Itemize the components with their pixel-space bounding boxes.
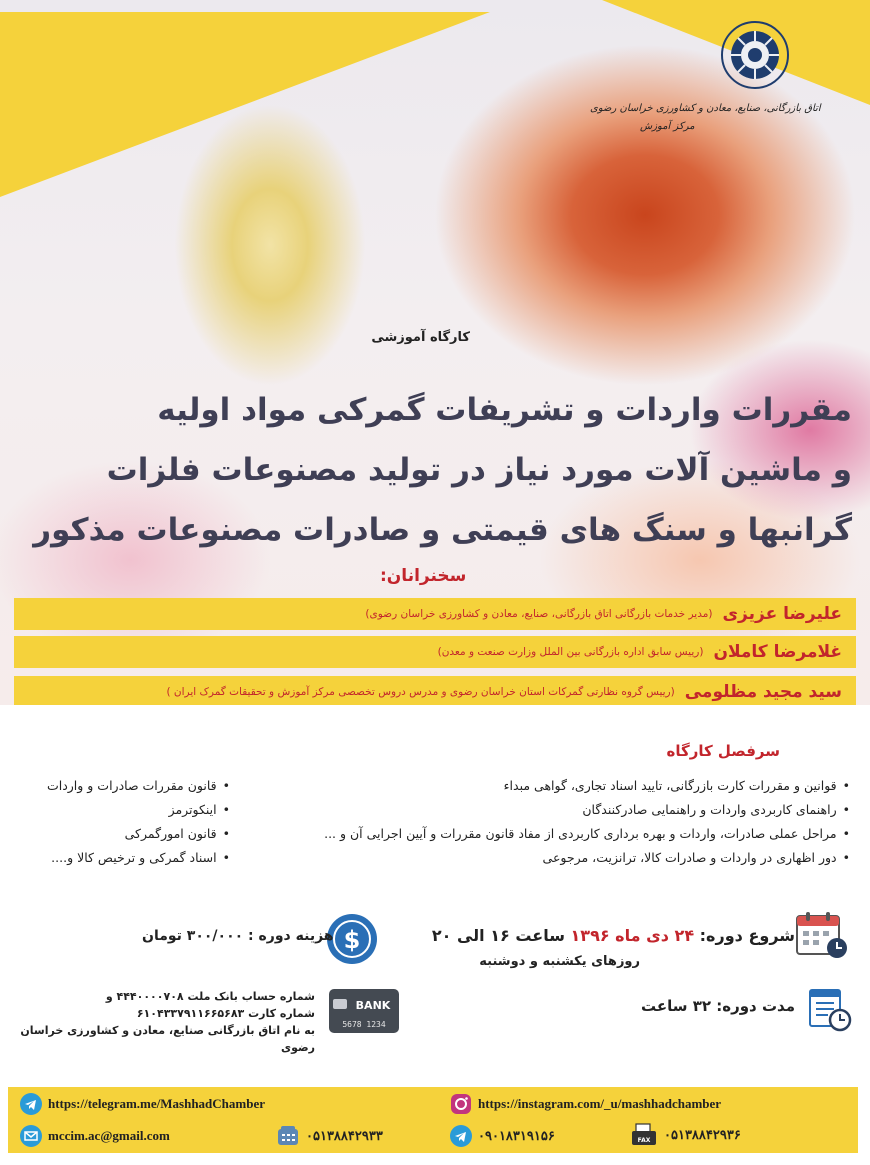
syllabus-item: • اینکوترمز: [20, 798, 230, 822]
title-line: مقررات واردات و تشریفات گمرکی مواد اولیه: [157, 392, 852, 428]
telegram-icon: [20, 1093, 42, 1115]
clock-icon: [808, 988, 852, 1032]
speaker-role: (رییس سابق اداره بازرگانی بین الملل وزارت صنعت و معدن): [437, 646, 704, 658]
phone-item[interactable]: [276, 1125, 383, 1147]
syllabus-item: • قوانین و مقررات کارت بازرگانی، تایید اسناد تجاری، گواهی مبداء: [230, 774, 850, 798]
instagram-icon: [450, 1093, 472, 1115]
syllabus-title: سرفصل کارگاه: [666, 742, 780, 760]
course-start: [432, 926, 795, 945]
syllabus-item: • قانون مقررات صادرات و واردات: [20, 774, 230, 798]
yellow-triangle-top: [0, 12, 490, 197]
speaker-row: [14, 598, 856, 630]
syllabus-item: • مراحل عملی صادرات، واردات و بهره برداری کاربردی از مفاد قانون مقررات و آیین اجرایی آن و ...: [230, 822, 850, 846]
contact-footer: [8, 1087, 858, 1153]
start-label: شروع دوره:: [699, 926, 795, 945]
course-fee: هزینه دوره : ۳۰۰/۰۰۰ تومان: [142, 928, 334, 944]
bank-account: شماره حساب بانک ملت ۴۴۴۰۰۰۰۷۰۸ و: [105, 990, 315, 1003]
chamber-name-block: [590, 100, 850, 136]
mobile-item[interactable]: [450, 1125, 555, 1147]
email-address: mccim.ac@gmail.com: [48, 1128, 170, 1143]
mobile-number: ۰۹۰۱۸۳۱۹۱۵۶: [478, 1128, 555, 1143]
bank-card-number: 1234 5678: [342, 1020, 386, 1029]
email-link[interactable]: [20, 1125, 170, 1147]
center-name: مرکز آموزش: [640, 121, 695, 132]
fax-label: FAX: [637, 1137, 651, 1144]
syllabus-list-right: [230, 774, 850, 870]
svg-text:$: $: [343, 926, 361, 954]
title-line: گرانبها و سنگ های قیمتی و صادرات مصنوعات مذکور: [33, 512, 852, 548]
telegram-url: https://telegram.me/MashhadChamber: [48, 1096, 266, 1111]
bank-card-label: BANK: [355, 999, 391, 1012]
phone-icon: [276, 1125, 300, 1147]
title-line: و ماشین آلات مورد نیاز در تولید مصنوعات فلزات: [106, 452, 852, 488]
workshop-label: کارگاه آموزشی: [371, 330, 470, 345]
course-duration: مدت دوره: ۳۲ ساعت: [640, 997, 795, 1015]
speaker-name: غلامرضا کاملان: [713, 642, 842, 662]
syllabus-item: • دور اظهاری در واردات و صادرات کالا، ترانزیت، مرجوعی: [230, 846, 850, 870]
telegram-icon: [450, 1125, 472, 1147]
speakers-label: سخنرانان:: [380, 566, 467, 586]
bank-info: [10, 988, 315, 1056]
instagram-link[interactable]: [450, 1093, 721, 1115]
speaker-row: [14, 636, 856, 668]
speaker-role: (رییس گروه نظارتی گمرکات استان خراسان رضوی و مدرس دروس تخصصی مرکز آموزش و تحقیقات گمرک ایران ): [166, 686, 675, 698]
calendar-icon: [795, 910, 849, 960]
course-days: روزهای یکشنبه و دوشنبه: [479, 954, 640, 969]
speaker-role: (مدیر خدمات بازرگانی اتاق بازرگانی، صنایع، معادن و کشاورزی خراسان رضوی): [365, 608, 713, 620]
speaker-name: سید مجید مظلومی: [684, 682, 842, 702]
fax-number: ۰۵۱۳۸۸۴۲۹۳۶: [664, 1127, 741, 1142]
syllabus-list-left: [20, 774, 230, 870]
syllabus-item: • اسناد گمرکی و ترخیص کالا و....: [20, 846, 230, 870]
workshop-title: [12, 380, 852, 560]
speaker-row: [14, 676, 856, 705]
start-time: ساعت ۱۶ الی ۲۰: [431, 926, 565, 945]
bank-card-icon: [325, 985, 403, 1037]
fax-icon: [630, 1123, 658, 1147]
chamber-name: اتاق بازرگانی، صنایع، معادن و کشاورزی خراسان رضوی: [590, 103, 821, 114]
fax-item[interactable]: [630, 1123, 741, 1147]
instagram-url: https://instagram.com/_u/mashhadchamber: [478, 1096, 722, 1111]
phone-number: ۰۵۱۳۸۸۴۲۹۳۳: [306, 1128, 383, 1143]
syllabus-item: • راهنمای کاربردی واردات و راهنمایی صادرکنندگان: [230, 798, 850, 822]
syllabus-item: • قانون امورگمرکی: [20, 822, 230, 846]
bank-card: شماره کارت ۶۱۰۴۳۳۷۹۱۱۶۶۵۶۸۳: [136, 1007, 315, 1020]
bank-owner: به نام اتاق بازرگانی صنایع، معادن و کشاورزی خراسان رضوی: [20, 1024, 315, 1054]
email-icon: [20, 1125, 42, 1147]
telegram-link[interactable]: [20, 1093, 265, 1115]
start-date: ۲۴ دی ماه ۱۳۹۶: [570, 926, 695, 945]
chamber-logo: [720, 20, 790, 90]
speaker-name: علیرضا عزیزی: [722, 604, 842, 624]
